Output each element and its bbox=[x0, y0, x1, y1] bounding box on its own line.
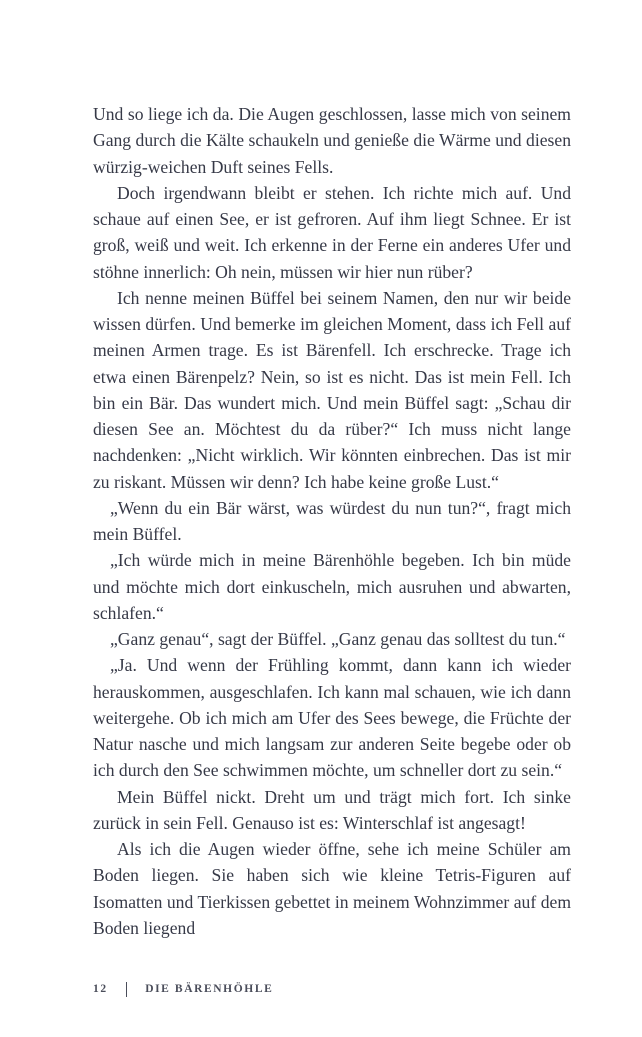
paragraph: „Wenn du ein Bär wärst, was würdest du nun tun?“, fragt mich mein Büffel. bbox=[93, 497, 571, 544]
paragraph: Und so liege ich da. Die Augen geschlossen, lasse mich von seinem Gang durch die Kälte schaukeln und genieße die Wärme und diesen würzig-weichen Duft seines Fells. bbox=[93, 104, 571, 177]
body-text bbox=[93, 101, 571, 941]
paragraph: Als ich die Augen wieder öffne, sehe ich meine Schüler am Boden liegen. Sie haben sich wie kleine Tetris-Figuren auf Isomatten und Tierkissen gebettet in meinem Wohnzimmer auf dem Boden liegend bbox=[93, 839, 571, 938]
paragraph: Doch irgendwann bleibt er stehen. Ich richte mich auf. Und schaue auf einen See, er ist gefroren. Auf ihm liegt Schnee. Er ist groß, weiß und weit. Ich erkenne in der Ferne ein anderes Ufer und stöhne innerlich: Oh nein, müssen wir hier nun rüber? bbox=[93, 182, 571, 282]
footer-divider bbox=[126, 982, 128, 997]
paragraph: „Ganz genau“, sagt der Büffel. „Ganz genau das solltest du tun.“ bbox=[110, 629, 566, 649]
paragraph: Mein Büffel nickt. Dreht um und trägt mich fort. Ich sinke zurück in sein Fell. Genauso ist es: Winterschlaf ist angesagt! bbox=[93, 786, 571, 833]
page-footer bbox=[93, 981, 571, 997]
paragraph: Ich nenne meinen Büffel bei seinem Namen, den nur wir beide wissen dürfen. Und bemerke im gleichen Moment, dass ich Fell auf meinen Armen trage. Es ist Bärenfell. Ich erschrecke. Trage ich etwa einen Bärenpelz? Nein, so ist es nicht. Das ist mein Fell. Ich bin ein Bär. Das wundert mich. Und mein Büffel sagt: „Schau dir diesen See an. Möchtest du da rüber?“ Ich muss nicht lange nachdenken: „Nicht wirklich. Wir könnten einbrechen. Das ist mir zu riskant. Müssen wir denn? Ich habe keine große Lust.“ bbox=[93, 287, 571, 492]
running-head: DIE BÄRENHÖHLE bbox=[145, 983, 274, 995]
paragraph: „Ja. Und wenn der Frühling kommt, dann kann ich wieder herauskommen, ausgeschlafen. Ich kann mal schauen, wie ich dann weitergehe. Ob ich mich am Ufer des Sees bewege, die Früchte der Natur nasche und mich langsam zur anderen Seite begebe oder ob ich durch den See schwimmen möchte, um schneller dort zu sein.“ bbox=[93, 655, 571, 781]
paragraph: „Ich würde mich in meine Bärenhöhle begeben. Ich bin müde und möchte mich dort einkuscheln, mich ausruhen und abwarten, schlafen.“ bbox=[93, 550, 571, 623]
page-number: 12 bbox=[93, 983, 108, 995]
